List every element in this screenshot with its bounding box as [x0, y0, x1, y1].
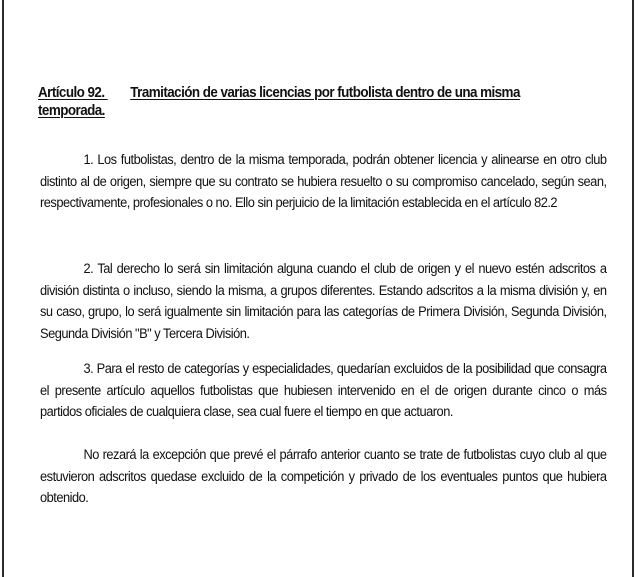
article-number: Artículo 92.	[38, 85, 105, 101]
heading-spacer	[104, 84, 130, 102]
page-left-border	[2, 0, 4, 577]
article-title: Tramitación de varias licencias por futbolista dentro de una misma temporada.	[38, 85, 520, 119]
article-heading	[38, 84, 562, 120]
paragraph-4: No rezará la excepción que prevé el párrafo anterior cuanto se trate de futbolistas cuyo club al que estuvieron adscritos quedase excluido de la competición y privado de los eventuales puntos que hubiera obtenido.	[40, 447, 607, 507]
page-right-border	[632, 0, 634, 577]
paragraph-2: 2. Tal derecho lo será sin limitación alguna cuando el club de origen y el nuevo estén adscritos a división distinta o incluso, siendo la misma, a grupos diferentes. Estando adscritos a la misma división y, en su caso, grupo, lo será igualmente sin limitación para las categorías de Primera División, Segunda División, Segunda División "B" y Tercera División.	[40, 261, 607, 343]
paragraph-1: 1. Los futbolistas, dentro de la misma temporada, podrán obtener licencia y alinearse en otro club distinto al de origen, siempre que su contrato se hubiera resuelto o su compromiso cancelado, según sean, respectivamente, profesionales o no. Ello sin perjuicio de la limitación establecida en el artículo 82.2	[40, 152, 607, 212]
paragraph-3: 3. Para el resto de categorías y especialidades, quedarían excluidos de la posibilidad que consagra el presente artículo aquellos futbolistas que hubiesen intervenido en el de origen durante cinco o más partidos oficiales de cualquiera clase, sea cual fuere el tiempo en que actuaron.	[40, 361, 607, 421]
